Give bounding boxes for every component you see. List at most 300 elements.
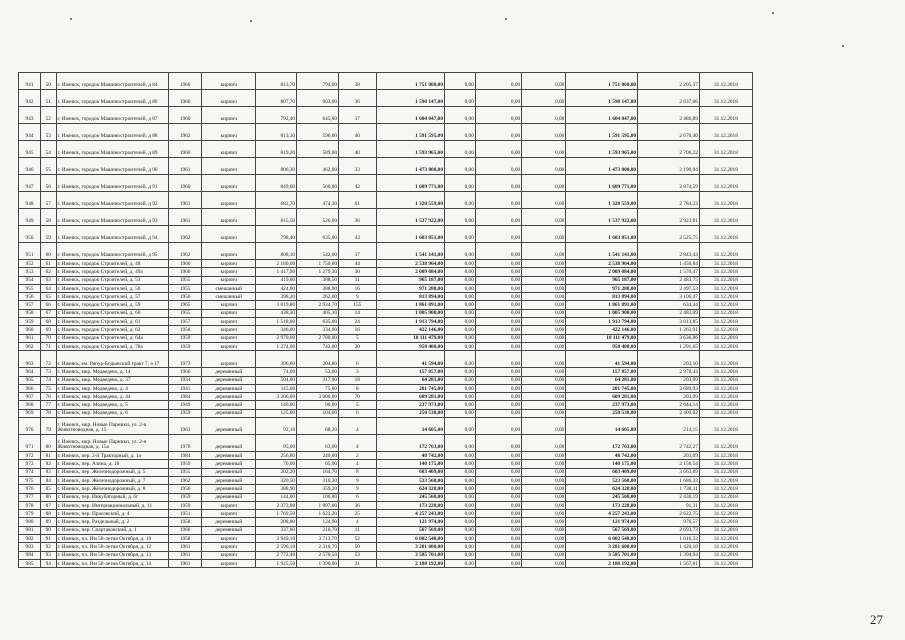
cell-z2: 0,00 [475, 535, 521, 543]
table-row [19, 175, 753, 192]
cell-z3: 0,00 [522, 209, 566, 226]
cell-z3: 0,00 [522, 192, 566, 209]
cell-z3: 0,00 [522, 559, 566, 567]
cell-t: 6 002 548,00 [566, 535, 638, 543]
cell-date: 31.12.2018 [699, 141, 752, 158]
cell-t: 1 473 800,00 [566, 158, 638, 175]
cell-r: 2 205,37 [638, 73, 700, 90]
cell-a1: 256,80 [256, 452, 297, 460]
cell-mat: деревянный [202, 409, 256, 417]
cell-addr: г. Ижевск, ем. Ряпур-Бодынский тракт 7, а 17 [56, 351, 169, 368]
cell-t: 250 538,00 [566, 409, 638, 417]
cell-t: 2 180 192,00 [566, 559, 638, 567]
cell-addr: г. Ижевск, городок Машиностроителей, д 92 [56, 192, 169, 209]
cell-s: 1 590 147,00 [376, 90, 444, 107]
cell-z1: 0,00 [444, 73, 475, 90]
cell-t: 1 591 595,00 [566, 124, 638, 141]
cell-r: 2 436,19 [638, 493, 700, 501]
cell-cnt: 18 [339, 376, 377, 384]
cell-r: 2 689,93 [638, 384, 700, 392]
cell-date: 31.12.2018 [699, 526, 752, 534]
cell-a1: 320,50 [256, 476, 297, 484]
cell-a2: 596,00 [297, 124, 339, 141]
cell-num: 985 [19, 559, 41, 567]
cell-mat: кирпич [202, 107, 256, 124]
cell-cnt: 53 [339, 551, 377, 559]
cell-year: 1963 [169, 418, 202, 435]
cell-cnt: 5 [339, 401, 377, 409]
cell-year: 1960 [169, 141, 202, 158]
cell-a2: 2 780,00 [297, 334, 339, 342]
cell-date: 31.12.2018 [699, 192, 752, 209]
cell-num: 973 [19, 460, 41, 468]
cell-a1: 813,10 [256, 124, 297, 141]
cell-z1: 0,00 [444, 301, 475, 309]
cell-date: 31.12.2018 [699, 293, 752, 301]
cell-a1: 682,70 [256, 192, 297, 209]
cell-a1: 396,60 [256, 351, 297, 368]
cell-sub: 79 [41, 418, 56, 435]
cell-a2: 317,00 [297, 376, 339, 384]
cell-cnt: 4 [339, 460, 377, 468]
cell-a2: 164,70 [297, 468, 339, 476]
cell-a1: 815,50 [256, 209, 297, 226]
cell-num: 979 [19, 510, 41, 518]
cell-year: 1961 [169, 551, 202, 559]
cell-cnt: 9 [339, 476, 377, 484]
cell-mat: кирпич [202, 535, 256, 543]
cell-mat: кирпич [202, 510, 256, 518]
cell-year: 1958 [169, 518, 202, 526]
cell-r: 2 784,23 [638, 192, 700, 209]
cell-year: 1973 [169, 351, 202, 368]
cell-addr: г. Ижевск, городок Машиностроителей, д 91 [56, 175, 169, 192]
cell-s: 48 742,00 [376, 452, 444, 460]
cell-r: 2 978,43 [638, 368, 700, 376]
cell-z3: 0,00 [522, 293, 566, 301]
cell-z3: 0,00 [522, 518, 566, 526]
cell-z2: 0,00 [475, 543, 521, 551]
table-row [19, 284, 753, 292]
cell-year: 1959 [169, 493, 202, 501]
cell-mat: кирпич [202, 501, 256, 509]
cell-r: 2 923,81 [638, 209, 700, 226]
cell-z1: 0,00 [444, 158, 475, 175]
cell-z1: 0,00 [444, 543, 475, 551]
cell-addr: г. Ижевск, пер. Железнодорожный, д. 8 [56, 485, 169, 493]
table-row [19, 334, 753, 342]
cell-year: 1960 [169, 73, 202, 90]
table-row [19, 409, 753, 417]
cell-a1: 125,00 [256, 409, 297, 417]
cell-year: 1984 [169, 393, 202, 401]
cell-mat: кирпич [202, 543, 256, 551]
cell-z3: 0,00 [522, 551, 566, 559]
cell-z3: 0,00 [522, 526, 566, 534]
cell-addr: г. Ижевск, городок Строителей, д. 57 [56, 293, 169, 301]
cell-t: 567 569,00 [566, 526, 638, 534]
cell-s: 201 745,00 [376, 384, 444, 392]
cell-z2: 0,00 [475, 107, 521, 124]
cell-s: 1 913 794,00 [376, 318, 444, 326]
cell-cnt: 37 [339, 107, 377, 124]
cell-cnt: 70 [339, 393, 377, 401]
table-row [19, 559, 753, 567]
cell-addr: г. Ижевск, мкр. Медведево, д. 37 [56, 376, 169, 384]
cell-z1: 0,00 [444, 393, 475, 401]
cell-z1: 0,00 [444, 452, 475, 460]
cell-t: 245 568,00 [566, 493, 638, 501]
cell-cnt: 14 [339, 309, 377, 317]
cell-year: 1955 [169, 276, 202, 284]
cell-t: 121 974,00 [566, 518, 638, 526]
cell-year: 1965 [169, 301, 202, 309]
cell-z2: 0,00 [475, 301, 521, 309]
cell-num: 976 [19, 485, 41, 493]
cell-date: 31.12.2018 [699, 452, 752, 460]
cell-sub: 77 [41, 401, 56, 409]
cell-num: 964 [19, 368, 41, 376]
table-row [19, 452, 753, 460]
cell-z3: 0,00 [522, 73, 566, 90]
cell-mat: кирпич [202, 559, 256, 567]
cell-z1: 0,00 [444, 175, 475, 192]
cell-mat: кирпич [202, 276, 256, 284]
cell-addr: г. Ижевск, пер. Спартаковский, д. 1 [56, 526, 169, 534]
cell-addr: г. Ижевск, городок Строителей, д. 56 [56, 284, 169, 292]
cell-year: 1955 [169, 468, 202, 476]
cell-addr: г. Ижевск, городок Машиностроителей, д 90 [56, 158, 169, 175]
cell-cnt: 6 [339, 351, 377, 368]
table-row [19, 401, 753, 409]
cell-t: 813 894,00 [566, 293, 638, 301]
cell-a2: 90,00 [297, 401, 339, 409]
cell-cnt: 6 [339, 493, 377, 501]
table-row [19, 260, 753, 268]
cell-sub: 87 [41, 501, 56, 509]
cell-s: 14 605,00 [376, 418, 444, 435]
cell-t: 173 228,00 [566, 501, 638, 509]
cell-s: 1 861 891,00 [376, 301, 444, 309]
cell-s: 121 974,00 [376, 518, 444, 526]
table-row [19, 384, 753, 392]
cell-r: 2 486,89 [638, 107, 700, 124]
cell-r: 2 483,09 [638, 309, 700, 317]
cell-a1: 2 772,40 [256, 551, 297, 559]
cell-z3: 0,00 [522, 268, 566, 276]
cell-sub: 84 [41, 476, 56, 484]
cell-r: 2 706,22 [638, 141, 700, 158]
cell-mat: кирпич [202, 326, 256, 334]
cell-addr: г. Ижевск, пл. Им 50-летия Октября, д. 13 [56, 551, 169, 559]
cell-addr: г. Ижевск, городок Строителей, д. 62 [56, 326, 169, 334]
cell-a2: 204,80 [297, 351, 339, 368]
cell-mat: кирпич [202, 268, 256, 276]
cell-z2: 0,00 [475, 551, 521, 559]
cell-r: 203,09 [638, 452, 700, 460]
cell-year: 1959 [169, 460, 202, 468]
cell-a2: 388,90 [297, 284, 339, 292]
cell-date: 31.12.2018 [699, 559, 752, 567]
cell-year: 1941 [169, 384, 202, 392]
cell-num: 942 [19, 90, 41, 107]
cell-date: 31.12.2018 [699, 175, 752, 192]
cell-t: 523 568,00 [566, 476, 638, 484]
cell-s: 1 609 771,00 [376, 175, 444, 192]
cell-a1: 1 769,50 [256, 510, 297, 518]
cell-mat: деревянный [202, 368, 256, 376]
cell-s: 1 604 047,00 [376, 107, 444, 124]
cell-s: 41 594,00 [376, 351, 444, 368]
cell-z3: 0,00 [522, 351, 566, 368]
cell-z2: 0,00 [475, 192, 521, 209]
cell-date: 31.12.2018 [699, 73, 752, 90]
cell-z2: 0,00 [475, 351, 521, 368]
cell-z3: 0,00 [522, 309, 566, 317]
cell-date: 31.12.2018 [699, 243, 752, 260]
cell-mat: деревянный [202, 401, 256, 409]
cell-a1: 3 949,10 [256, 535, 297, 543]
cell-sub: 90 [41, 526, 56, 534]
cell-r: 1 420,18 [638, 543, 700, 551]
cell-year: 1949 [169, 401, 202, 409]
cell-cnt: 20 [339, 342, 377, 350]
cell-date: 31.12.2018 [699, 334, 752, 342]
cell-mat: кирпич [202, 351, 256, 368]
cell-s: 1 751 060,00 [376, 73, 444, 90]
cell-addr: г. Ижевск, мкр. Новые Парники, ул. 2-я Животноводная, д. 15а [56, 435, 169, 452]
cell-mat: деревянный [202, 393, 256, 401]
cell-r: 2 843,43 [638, 243, 700, 260]
cell-t: 1 537 922,00 [566, 209, 638, 226]
cell-date: 31.12.2018 [699, 268, 752, 276]
cell-z1: 0,00 [444, 518, 475, 526]
cell-mat: кирпич [202, 342, 256, 350]
cell-num: 969 [19, 409, 41, 417]
cell-z3: 0,00 [522, 175, 566, 192]
cell-z1: 0,00 [444, 107, 475, 124]
cell-cnt: 40 [339, 124, 377, 141]
cell-addr: г. Ижевск, городок Строителей, д. 48 [56, 260, 169, 268]
cell-a1: 424,00 [256, 284, 297, 292]
cell-z1: 0,00 [444, 284, 475, 292]
cell-a2: 1 390,00 [297, 559, 339, 567]
cell-year: 1960 [169, 175, 202, 192]
cell-a1: 3 019,80 [256, 301, 297, 309]
cell-t: 64 281,00 [566, 376, 638, 384]
cell-a1: 813,70 [256, 73, 297, 90]
cell-addr: г. Ижевск, мкр. Медведево, д. 44 [56, 393, 169, 401]
cell-a2: 474,30 [297, 192, 339, 209]
cell-r: 2 742,27 [638, 435, 700, 452]
cell-z1: 0,00 [444, 226, 475, 243]
cell-mat: кирпич [202, 334, 256, 342]
cell-addr: г. Ижевск, городок Строителей, д. 59 [56, 301, 169, 309]
cell-a1: 92,10 [256, 418, 297, 435]
cell-s: 965 187,00 [376, 276, 444, 284]
cell-z3: 0,00 [522, 510, 566, 518]
cell-date: 31.12.2018 [699, 435, 752, 452]
cell-a1: 2 180,00 [256, 260, 297, 268]
cell-z1: 0,00 [444, 90, 475, 107]
cell-z1: 0,00 [444, 351, 475, 368]
cell-s: 1 593 965,00 [376, 141, 444, 158]
cell-num: 975 [19, 476, 41, 484]
cell-a2: 1 897,00 [297, 501, 339, 509]
cell-addr: г. Ижевск, городок Машиностроителей, д 86 [56, 90, 169, 107]
cell-cnt: 9 [339, 485, 377, 493]
cell-s: 2 180 192,00 [376, 559, 444, 567]
table-row [19, 368, 753, 376]
cell-t: 1 913 794,00 [566, 318, 638, 326]
cell-z2: 0,00 [475, 376, 521, 384]
cell-z3: 0,00 [522, 318, 566, 326]
cell-z1: 0,00 [444, 493, 475, 501]
cell-addr: г. Ижевск, мкр. Медведево, д. 6 [56, 409, 169, 417]
cell-z1: 0,00 [444, 342, 475, 350]
cell-addr: г. Ижевск, городок Машиностроителей, д 87 [56, 107, 169, 124]
cell-t: 1 005 900,00 [566, 309, 638, 317]
cell-r: 2 622,75 [638, 510, 700, 518]
cell-r: 634,44 [638, 301, 700, 309]
cell-mat: кирпич [202, 141, 256, 158]
cell-addr: г. Ижевск, пл. Им 50-летия Октября, д. 10 [56, 535, 169, 543]
table-row [19, 268, 753, 276]
cell-addr: г. Ижевск, пер. Железнодорожный, д. 7 [56, 476, 169, 484]
cell-mat: деревянный [202, 435, 256, 452]
cell-a2: 210,70 [297, 526, 339, 534]
cell-num: 965 [19, 376, 41, 384]
cell-sub: 75 [41, 384, 56, 392]
cell-a2: 388,50 [297, 276, 339, 284]
cell-year: 1958 [169, 535, 202, 543]
table-row [19, 468, 753, 476]
cell-num: 967 [19, 393, 41, 401]
table-row [19, 551, 753, 559]
cell-z1: 0,00 [444, 476, 475, 484]
cell-mat: кирпич [202, 90, 256, 107]
cell-z2: 0,00 [475, 141, 521, 158]
cell-a2: 100,80 [297, 493, 339, 501]
table-row [19, 526, 753, 534]
cell-addr: г. Ижевск, городок Машиностроителей, д 95 [56, 243, 169, 260]
cell-t: 201 745,00 [566, 384, 638, 392]
cell-z3: 0,00 [522, 393, 566, 401]
cell-date: 31.12.2018 [699, 124, 752, 141]
cell-z3: 0,00 [522, 284, 566, 292]
cell-z1: 0,00 [444, 368, 475, 376]
cell-z3: 0,00 [522, 326, 566, 334]
cell-cnt: 30 [339, 268, 377, 276]
cell-s: 603 409,00 [376, 468, 444, 476]
cell-sub: 57 [41, 192, 56, 209]
cell-r: 203,09 [638, 376, 700, 384]
cell-addr: г. Ижевск, городок Машиностроителей, д 94 [56, 226, 169, 243]
table-row [19, 301, 753, 309]
cell-a2: 68,20 [297, 418, 339, 435]
cell-a2: 589,00 [297, 141, 339, 158]
cell-date: 31.12.2018 [699, 301, 752, 309]
cell-z3: 0,00 [522, 485, 566, 493]
cell-z1: 0,00 [444, 409, 475, 417]
cell-r: 1 686,33 [638, 476, 700, 484]
cell-t: 603 409,00 [566, 468, 638, 476]
cell-z2: 0,00 [475, 318, 521, 326]
cell-mat: деревянный [202, 418, 256, 435]
cell-num: 954 [19, 276, 41, 284]
cell-z3: 0,00 [522, 342, 566, 350]
cell-num: 956 [19, 293, 41, 301]
table-row [19, 460, 753, 468]
cell-z2: 0,00 [475, 452, 521, 460]
cell-sub: 63 [41, 276, 56, 284]
cell-a1: 1 274,00 [256, 342, 297, 350]
cell-a1: 2 373,00 [256, 501, 297, 509]
scan-speck [842, 45, 844, 47]
cell-r: 2 497,53 [638, 284, 700, 292]
cell-z2: 0,00 [475, 284, 521, 292]
cell-sub: 93 [41, 551, 56, 559]
table-row [19, 141, 753, 158]
cell-a2: 742,00 [297, 342, 339, 350]
cell-a2: 124,90 [297, 518, 339, 526]
cell-year: 1962 [169, 124, 202, 141]
cell-z3: 0,00 [522, 384, 566, 392]
cell-a1: 346,00 [256, 326, 297, 334]
cell-s: 250 538,00 [376, 409, 444, 417]
cell-s: 1 541 141,00 [376, 243, 444, 260]
cell-sub: 56 [41, 175, 56, 192]
cell-t: 1 590 147,00 [566, 90, 638, 107]
cell-sub: 68 [41, 318, 56, 326]
cell-mat: кирпич [202, 551, 256, 559]
cell-a1: 74,00 [256, 368, 297, 376]
cell-a1: 115,00 [256, 384, 297, 392]
cell-z1: 0,00 [444, 276, 475, 284]
cell-year: 1961 [169, 192, 202, 209]
cell-sub: 80 [41, 435, 56, 452]
cell-cnt: 8 [339, 468, 377, 476]
cell-a2: 334,00 [297, 326, 339, 334]
cell-sub: 71 [41, 342, 56, 350]
cell-num: 974 [19, 468, 41, 476]
cell-a1: 849,60 [256, 175, 297, 192]
cell-year: 1959 [169, 409, 202, 417]
cell-date: 31.12.2018 [699, 318, 752, 326]
table-row [19, 435, 753, 452]
cell-z2: 0,00 [475, 476, 521, 484]
cell-t: 10 111 479,00 [566, 334, 638, 342]
cell-num: 983 [19, 543, 41, 551]
cell-z2: 0,00 [475, 276, 521, 284]
cell-z1: 0,00 [444, 535, 475, 543]
table-row [19, 393, 753, 401]
cell-z2: 0,00 [475, 485, 521, 493]
cell-mat: кирпич [202, 243, 256, 260]
cell-sub: 64 [41, 284, 56, 292]
cell-sub: 94 [41, 559, 56, 567]
cell-a2: 2 570,50 [297, 551, 339, 559]
cell-year: 1959 [169, 501, 202, 509]
cell-cnt: 24 [339, 318, 377, 326]
scan-speck [250, 20, 252, 22]
cell-num: 984 [19, 551, 41, 559]
cell-date: 31.12.2018 [699, 485, 752, 493]
cell-z2: 0,00 [475, 309, 521, 317]
cell-addr: г. Ижевск, городок Строителей, д. 49а [56, 268, 169, 276]
cell-date: 31.12.2018 [699, 226, 752, 243]
cell-t: 3 585 701,00 [566, 551, 638, 559]
